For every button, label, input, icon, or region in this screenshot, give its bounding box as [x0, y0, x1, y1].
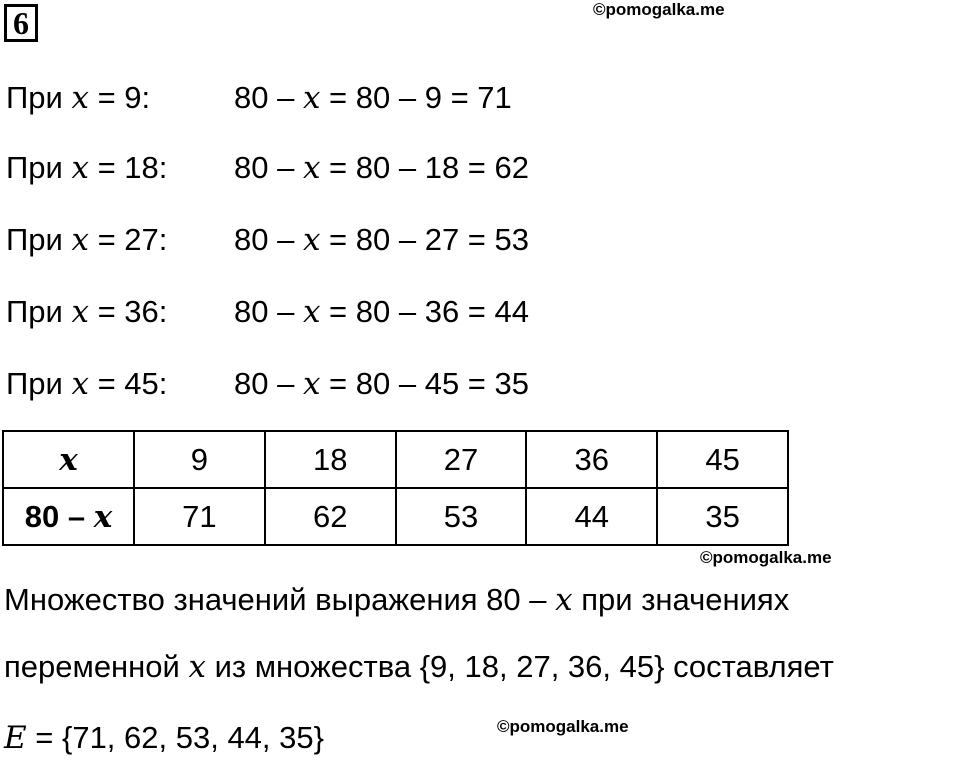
task-number: 6: [4, 4, 38, 42]
table-cell: 62: [265, 488, 396, 545]
table-header-x: [3, 431, 134, 488]
table-row-result: [3, 488, 788, 545]
variable-x: x: [302, 222, 321, 258]
answer-line: [4, 645, 834, 689]
condition-value: = 36:: [97, 294, 168, 329]
expression-start: 80 –: [234, 294, 303, 329]
expression: [234, 292, 529, 332]
condition-value: = 18:: [97, 150, 168, 185]
table-cell: 18: [265, 431, 396, 488]
expression-result: = 80 – 18 = 62: [320, 150, 530, 185]
watermark: ©pomogalka.me: [497, 717, 629, 736]
table-cell: 27: [396, 431, 527, 488]
answer-line: [4, 716, 324, 760]
condition: [6, 148, 167, 188]
table-cell: 44: [526, 488, 657, 545]
condition: [6, 78, 150, 118]
answer-text: при значениях: [572, 582, 790, 617]
answer-set: = {71, 62, 53, 44, 35}: [26, 720, 324, 755]
table-cell: 36: [526, 431, 657, 488]
condition-prefix: При: [6, 366, 63, 401]
expression-result: = 80 – 36 = 44: [320, 294, 530, 329]
condition-prefix: При: [6, 80, 63, 115]
condition-prefix: При: [6, 294, 63, 329]
answer-line: [4, 578, 789, 622]
variable-x: x: [93, 498, 113, 535]
expression-start: 80 –: [234, 80, 303, 115]
expression: [234, 148, 529, 188]
variable-e: E: [4, 720, 27, 756]
table-header-expression: [3, 488, 134, 545]
expression-result: = 80 – 9 = 71: [320, 80, 512, 115]
variable-x: x: [302, 150, 321, 186]
watermark: ©pomogalka.me: [700, 548, 832, 567]
expression-start: 80 –: [234, 366, 303, 401]
expression-result: = 80 – 45 = 35: [320, 366, 530, 401]
table-cell: 9: [134, 431, 265, 488]
table-cell: 45: [657, 431, 788, 488]
watermark: ©pomogalka.me: [593, 0, 725, 19]
expression: [234, 78, 512, 118]
variable-x: x: [302, 294, 321, 330]
table-cell: 53: [396, 488, 527, 545]
condition-value: = 45:: [97, 366, 168, 401]
variable-x: x: [71, 294, 89, 330]
condition-prefix: При: [6, 150, 63, 185]
expression-result: = 80 – 27 = 53: [320, 222, 530, 257]
variable-x: x: [302, 80, 321, 116]
variable-x: x: [71, 150, 89, 186]
variable-x: x: [71, 366, 89, 402]
variable-x: x: [302, 366, 321, 402]
variable-x: x: [71, 80, 89, 116]
table-row-x: [3, 431, 788, 488]
expression: [234, 220, 529, 260]
answer-text: Множество значений выражения 80 –: [4, 582, 556, 617]
condition: [6, 292, 167, 332]
condition-prefix: При: [6, 222, 63, 257]
expression: [234, 364, 529, 404]
table-cell: 71: [134, 488, 265, 545]
variable-x: x: [555, 582, 573, 618]
table-cell: 35: [657, 488, 788, 545]
variable-x: x: [71, 222, 89, 258]
expression-start: 80 –: [234, 150, 303, 185]
expression-start: 80 –: [234, 222, 303, 257]
header-number: 80 –: [24, 498, 94, 534]
condition: [6, 220, 167, 260]
variable-x: x: [188, 649, 206, 685]
variable-x: x: [59, 441, 78, 478]
condition: [6, 364, 167, 404]
answer-text: переменной: [4, 649, 189, 684]
condition-value: = 27:: [97, 222, 168, 257]
values-table: [2, 430, 789, 546]
condition-value: = 9:: [97, 80, 151, 115]
answer-text: из множества {9, 18, 27, 36, 45} составляет: [205, 649, 834, 684]
